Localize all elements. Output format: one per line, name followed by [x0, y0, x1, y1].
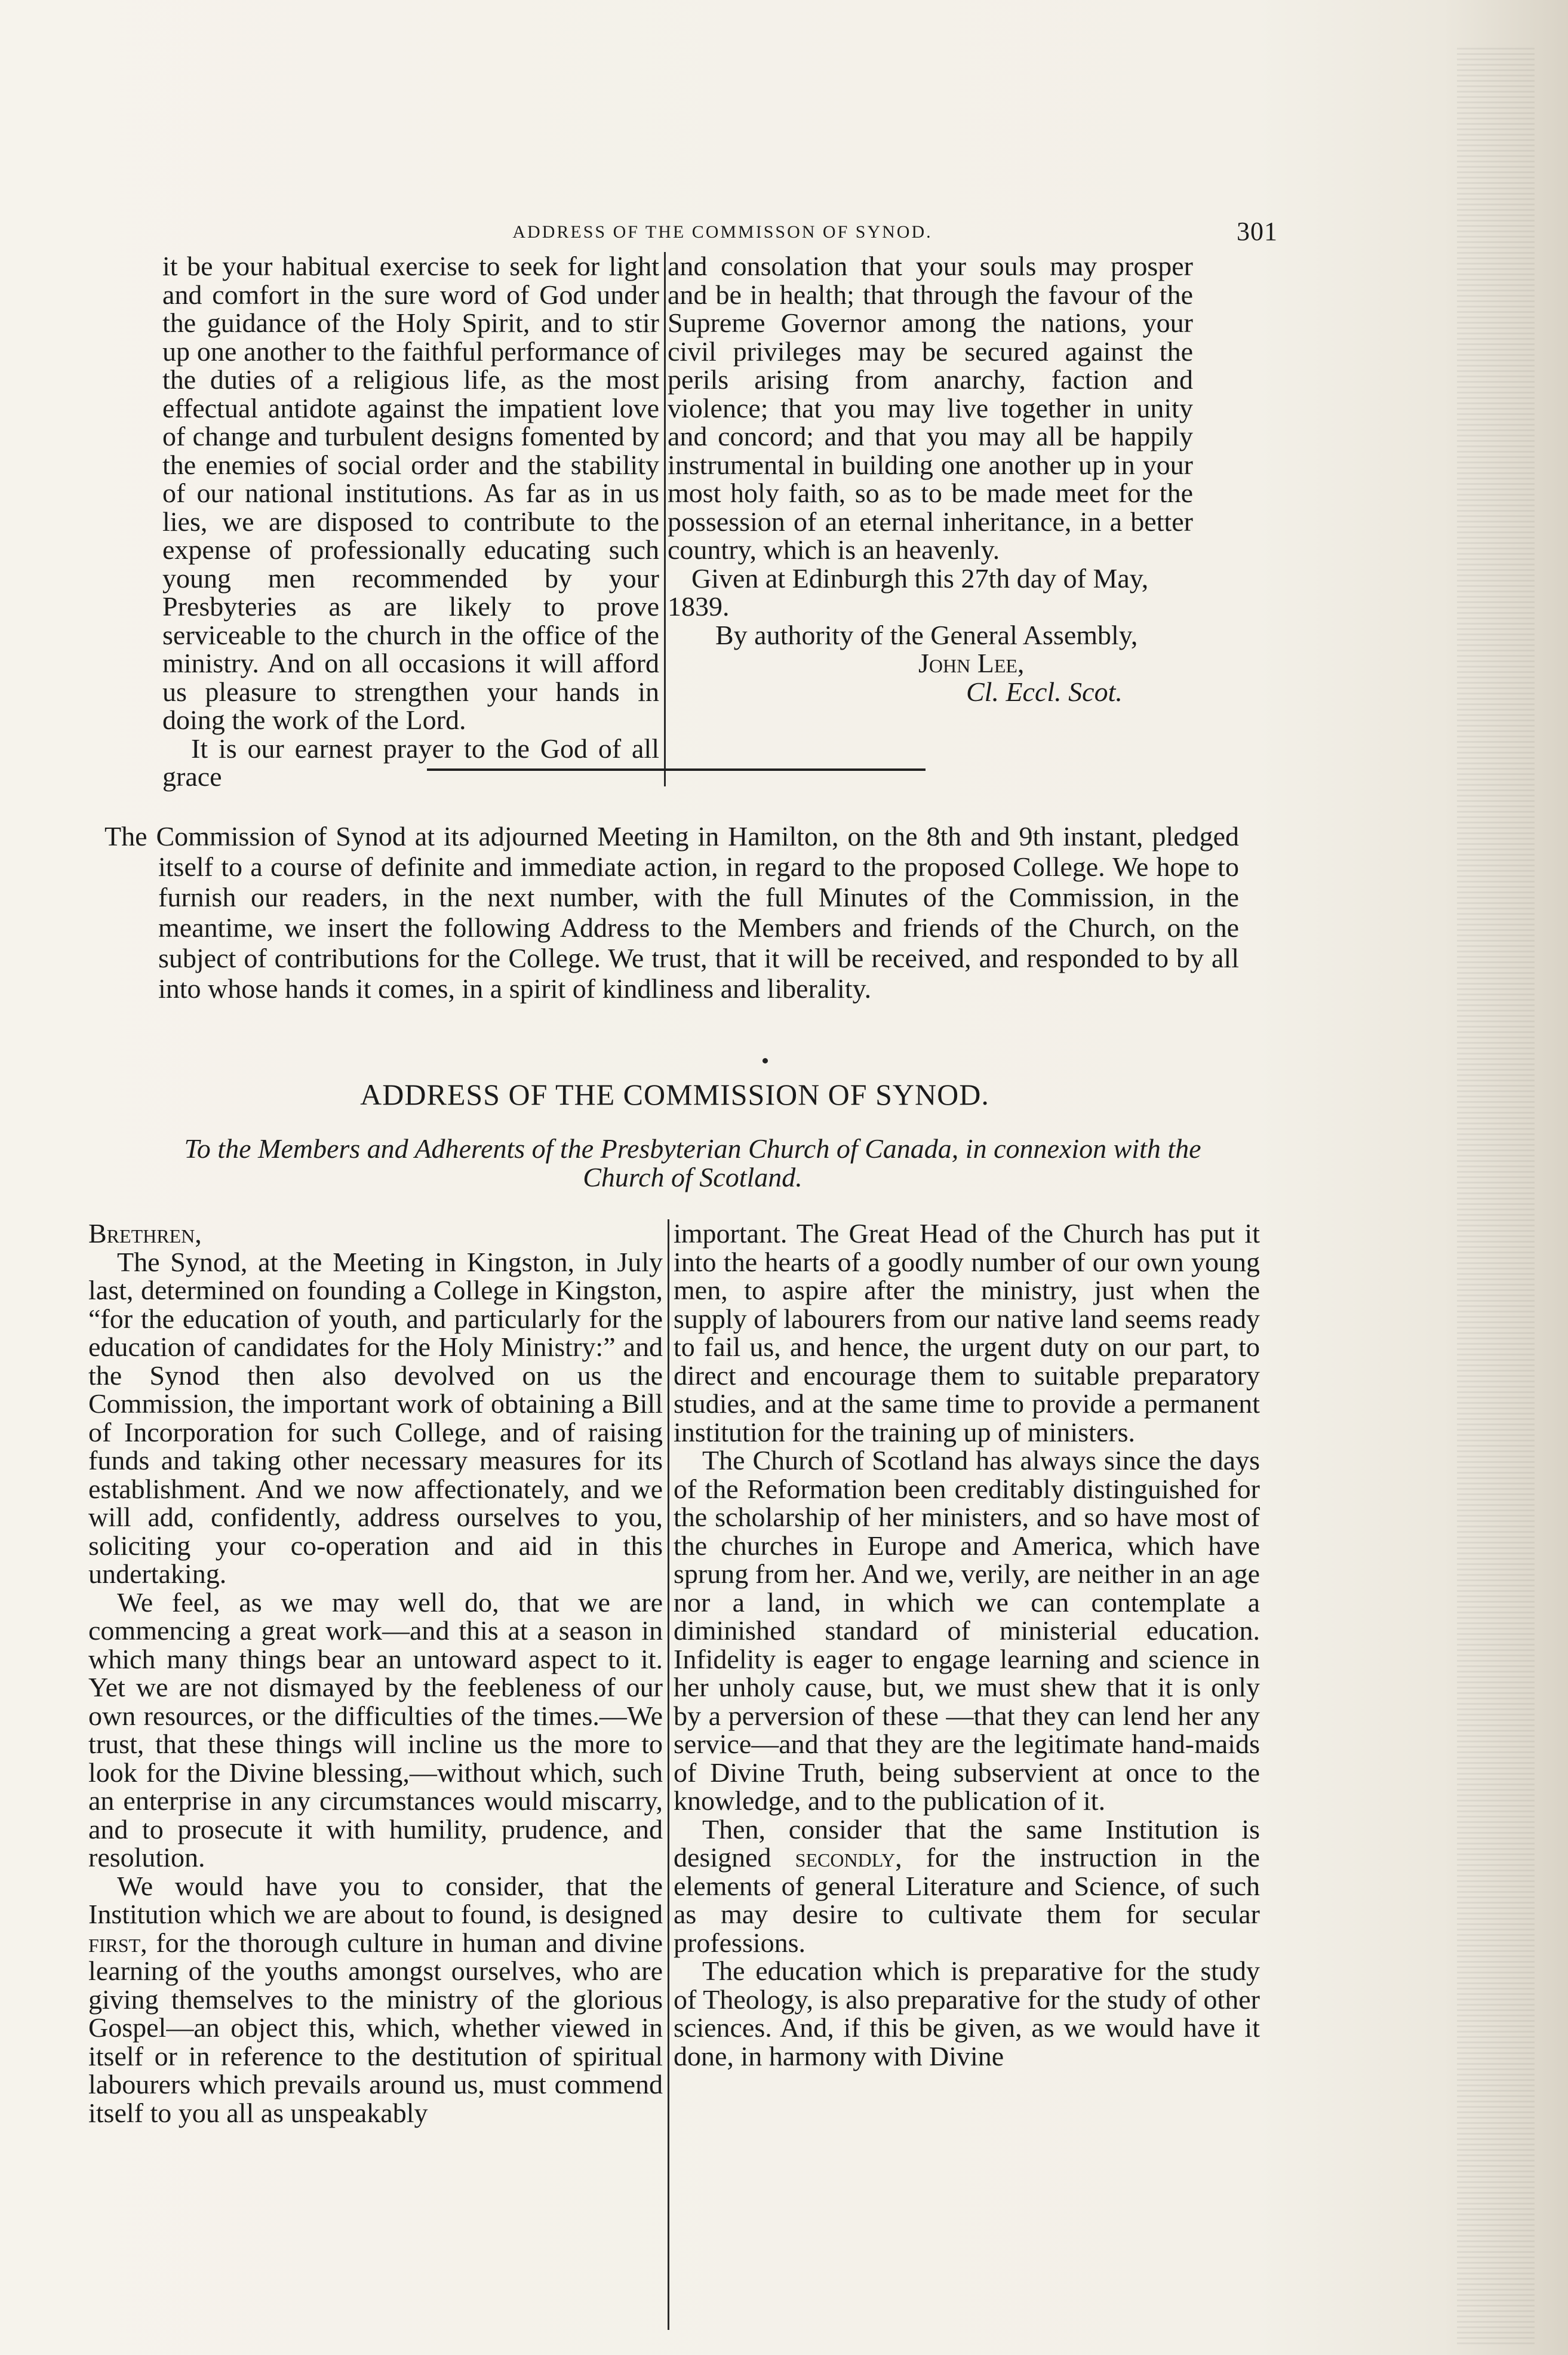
- page-number: 301: [1237, 217, 1278, 246]
- body-left-paragraph-3: [88, 1872, 663, 2128]
- ornament-dot: [763, 1058, 768, 1063]
- signature-authority: By authority of the General Assembly,: [715, 619, 1138, 650]
- intro-notice: [104, 821, 1239, 1004]
- first-emphasis: first,: [88, 1927, 147, 1958]
- body-left-paragraph-3-start: We would have you to consider, that the Institution which we are about to found, is designed: [88, 1870, 663, 1929]
- intro-paragraph: The Commission of Synod at its adjourned Meeting in Hamilton, on the 8th and 9th instant, pledged itself to a course of definite and immediate action, in regard to the proposed College. We hope to furnish our readers, in the next number, with the full Minutes of the Commission, in the meantime, we insert the following Address to the Members and friends of the Church, on the subject of contributions for the College. We trust, that it will be received, and responded to by all into whose hands it comes, in a spirit of kindliness and liberality.: [104, 821, 1239, 1004]
- top-right-column: [668, 252, 1193, 786]
- signature-title: Cl. Eccl. Scot.: [966, 676, 1123, 707]
- body-left-paragraph-2: We feel, as we may well do, that we are commencing a great work—and this at a season in which many things bear an untoward aspect to it. Yet we are not dismayed by the feebleness of our own resources, or the difficulties of the times.—We trust, that these things will incline us the more to look for the Divine blessing,—without which, such an enterprise in any circumstances would miscarry, and to prosecute it with humility, prudence, and resolution.: [88, 1587, 663, 1873]
- signature-name: John Lee,: [918, 648, 1025, 678]
- top-left-column: [162, 251, 666, 792]
- body-right-paragraph-1: important. The Great Head of the Church has put it into the hearts of a goodly number of our own young men, to aspire after the ministry, just when the supply of labourers from our native land seems ready to fail us, and hence, the urgent duty on our part, to direct and encourage them to suitable preparatory studies, and at the same time to provide a permanent institution for the training up of ministers.: [674, 1218, 1260, 1447]
- running-head: [167, 217, 1278, 250]
- salutation: Brethren,: [88, 1218, 202, 1249]
- body-right-paragraph-3: [674, 1815, 1260, 1957]
- top-left-paragraph-2: It is our earnest prayer to the God of all grace: [162, 733, 659, 792]
- signature-date: Given at Edinburgh this 27th day of May, 1839.: [668, 562, 1149, 622]
- address-subheading: To the Members and Adherents of the Presbyterian Church of Canada, in connexion with the Church of Scotland.: [184, 1133, 1201, 1192]
- address-heading: ADDRESS OF THE COMMISSION OF SYNOD.: [360, 1078, 989, 1111]
- body-right-paragraph-4: The education which is preparative for the study of Theology, is also preparative for the study of other sciences. And, if this be given, as we would have it done, in harmony with Divine: [674, 1956, 1260, 2071]
- body-left-column: [88, 1219, 669, 2330]
- top-left-paragraph-1: it be your habitual exercise to seek for light and comfort in the sure word of God under the guidance of the Holy Spirit, and to stir up one another to the faithful performance of the duties of a religious life, as the most effectual antidote against the impatient love of change and turbulent designs fomented by the enemies of social order and the stability of our national institutions. As far as in us lies, we are disposed to contribute to the expense of professionally educating such young men recommended by your Presbyteries as are likely to prove serviceable to the church in the office of the ministry. And on all occasions it will afford us pleasure to strengthen your hands in doing the work of the Lord.: [162, 251, 659, 735]
- body-left-paragraph-3-end: for the thorough culture in human and divine learning of the youths amongst ourselves, who are giving themselves to the ministry of the glorious Gospel—an object this, which, whether viewed in itself or in reference to the destitution of spiritual labourers which prevails around us, must commend itself to you all as unspeakably: [88, 1927, 663, 2128]
- page-edge-bleed: [1457, 48, 1535, 2347]
- section-divider-rule: [427, 768, 926, 771]
- secondly-emphasis: secondly,: [795, 1842, 902, 1873]
- body-right-column: [674, 1219, 1260, 2330]
- running-head-title: ADDRESS OF THE COMMISSON OF SYNOD.: [512, 222, 933, 242]
- body-right-paragraph-2: The Church of Scotland has always since the days of the Reformation been creditably distinguished for the scholarship of her ministers, and so have most of the churches in Europe and America, which have sprung from her. And we, verily, are neither in an age nor a land, in which we can contemplate a diminished standard of ministerial education. Infidelity is eager to engage learning and science in her unholy cause, but, we must shew that it is only by a perversion of these —that they can lend her any service—and that they are the legitimate hand-maids of Divine Truth, being subservient at once to the knowledge, and to the publication of it.: [674, 1445, 1260, 1816]
- body-left-paragraph-1: The Synod, at the Meeting in Kingston, in July last, determined on founding a College in Kingston, “for the education of youth, and particularly for the education of candidates for the Holy Ministry:” and the Synod then also devolved on us the Commission, the important work of obtaining a Bill of Incorporation for such College, and of raising funds and taking other necessary measures for its establishment. And we now affectionately, and we will add, confidently, address ourselves to you, soliciting your co-operation and aid in this undertaking.: [88, 1246, 663, 1589]
- top-right-paragraph: and consolation that your souls may prosper and be in health; that through the favour of the Supreme Governor among the nations, your civil privileges may be secured against the perils arising from anarchy, faction and violence; that you may live together in unity and concord; and that you may all be happily instrumental in building one another up in your most holy faith, so as to be made meet for the possession of an eternal inheritance, in a better country, which is an heavenly.: [668, 251, 1193, 565]
- body-right-paragraph-3-start: Then, consider that the same Institution is designed: [674, 1813, 1260, 1873]
- body-right-paragraph-3-end: for the instruction in the elements of general Literature and Science, of such as may desire to cultivate them for secular professions.: [674, 1842, 1260, 1958]
